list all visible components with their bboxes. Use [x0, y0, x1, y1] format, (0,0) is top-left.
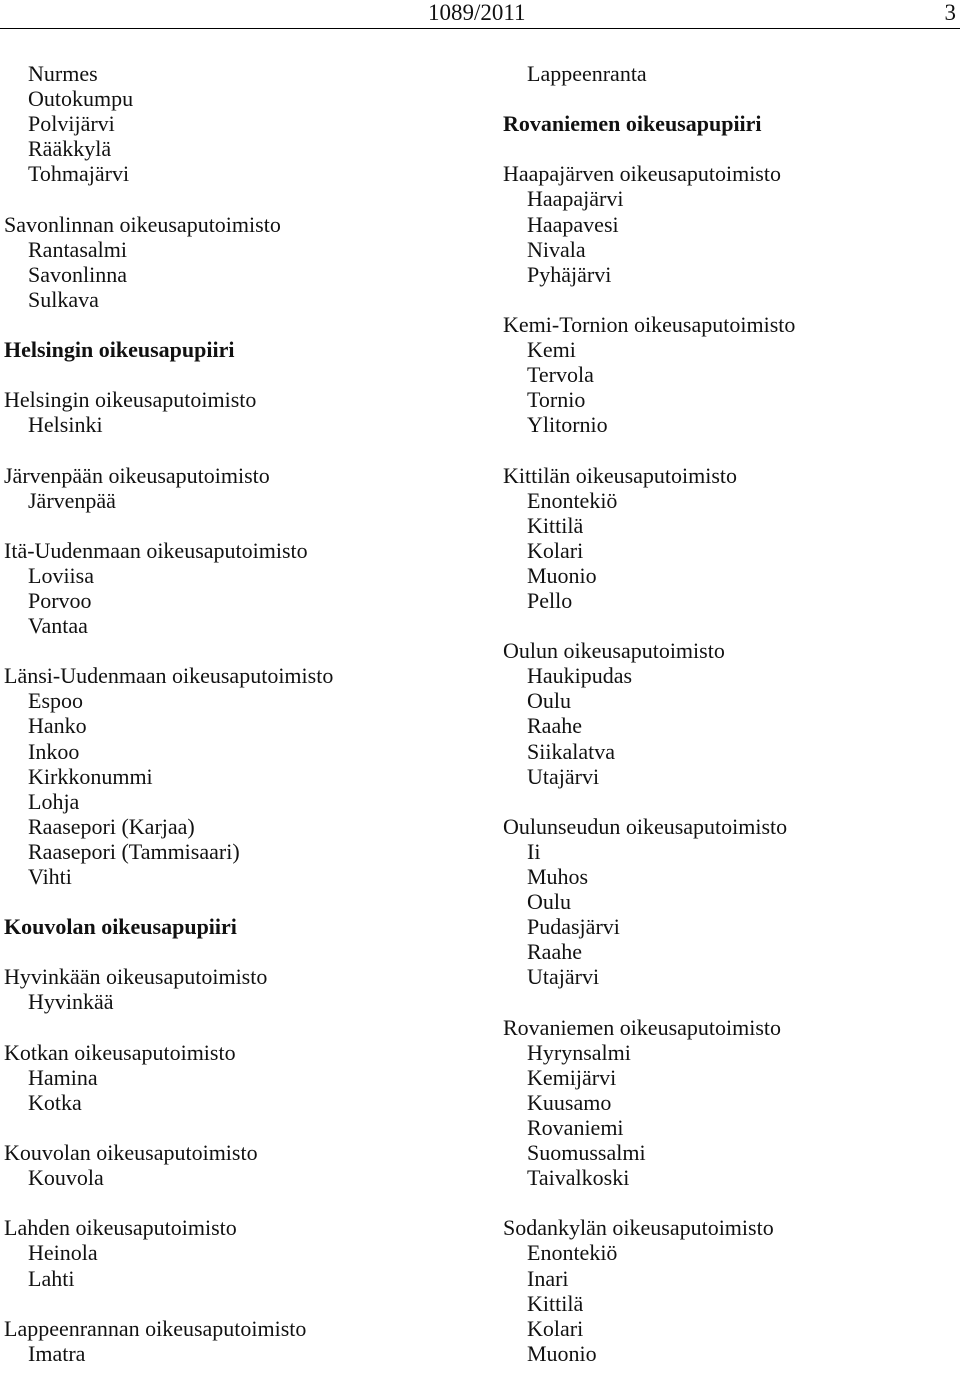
place-name: Oulu	[527, 688, 571, 714]
place-name: Hamina	[28, 1064, 98, 1090]
place-name: Kittilä	[527, 512, 584, 538]
office-heading: Savonlinnan oikeusaputoimisto	[4, 211, 281, 237]
place-name: Hanko	[28, 713, 87, 739]
place-name: Haukipudas	[527, 663, 633, 689]
place-name: Loviisa	[28, 562, 94, 588]
place-name: Lohja	[28, 788, 80, 814]
place-name: Enontekiö	[527, 1240, 618, 1266]
office-heading: Helsingin oikeusaputoimisto	[4, 387, 257, 413]
place-name: Sulkava	[28, 286, 99, 312]
place-name: Kemi	[527, 337, 576, 363]
place-name: Muonio	[527, 562, 597, 588]
place-name: Tervola	[527, 362, 594, 388]
place-name: Nurmes	[28, 61, 98, 86]
place-name: Utajärvi	[527, 763, 600, 789]
place-name: Oulu	[527, 889, 571, 915]
place-name: Inkoo	[28, 738, 80, 764]
office-heading: Kemi-Tornion oikeusaputoimisto	[503, 311, 796, 337]
office-heading: Rovaniemen oikeusaputoimisto	[503, 1014, 782, 1040]
place-name: Vihti	[28, 864, 72, 889]
place-name: Taivalkoski	[527, 1165, 630, 1191]
place-name: Järvenpää	[28, 487, 116, 513]
place-name: Haapavesi	[527, 211, 619, 237]
place-name: Muonio	[527, 1340, 597, 1366]
office-heading: Lahden oikeusaputoimisto	[4, 1215, 237, 1241]
place-name: Utajärvi	[527, 964, 600, 990]
place-name: Inari	[527, 1265, 569, 1291]
place-name: Hyrynsalmi	[527, 1039, 631, 1065]
place-name: Raahe	[527, 939, 582, 965]
office-heading: Kouvolan oikeusaputoimisto	[4, 1140, 258, 1166]
place-name: Kemijärvi	[527, 1064, 617, 1090]
office-heading: Itä-Uudenmaan oikeusaputoimisto	[4, 537, 308, 563]
place-name: Helsinki	[28, 412, 103, 438]
place-name: Kotka	[28, 1089, 82, 1115]
district-heading: Helsingin oikeusapupiiri	[4, 337, 235, 363]
office-heading: Haapajärven oikeusaputoimisto	[503, 161, 781, 187]
place-name: Espoo	[28, 688, 83, 714]
page-header	[0, 0, 960, 29]
place-name: Kolari	[527, 537, 584, 563]
place-name: Polvijärvi	[28, 111, 115, 137]
place-name: Enontekiö	[527, 487, 618, 513]
place-name: Tornio	[527, 387, 586, 413]
office-heading: Oulun oikeusaputoimisto	[503, 638, 725, 664]
place-name: Kuusamo	[527, 1089, 612, 1115]
place-name: Outokumpu	[28, 86, 134, 112]
left-column	[4, 61, 333, 1366]
place-name: Savonlinna	[28, 261, 127, 287]
place-name: Pudasjärvi	[527, 914, 620, 940]
place-name: Rääkkylä	[28, 136, 112, 162]
place-name: Hyvinkää	[28, 989, 114, 1015]
place-name: Rovaniemi	[527, 1114, 624, 1140]
place-name: Raasepori (Karjaa)	[28, 813, 195, 839]
office-heading: Kittilän oikeusaputoimisto	[503, 462, 738, 488]
place-name: Porvoo	[28, 587, 92, 613]
office-heading: Oulunseudun oikeusaputoimisto	[503, 813, 788, 839]
place-name: Raahe	[527, 713, 582, 739]
place-name: Lahti	[28, 1265, 75, 1291]
place-name: Lappeenranta	[527, 61, 647, 86]
place-name: Muhos	[527, 864, 589, 889]
place-name: Imatra	[28, 1340, 86, 1366]
right-column	[503, 61, 795, 1366]
page-number: 3	[944, 0, 956, 25]
place-name: Pyhäjärvi	[527, 261, 612, 287]
place-name: Kittilä	[527, 1290, 584, 1316]
place-name: Kouvola	[28, 1165, 104, 1191]
place-name: Ylitornio	[527, 412, 608, 438]
place-name: Haapajärvi	[527, 186, 624, 212]
office-heading: Hyvinkään oikeusaputoimisto	[4, 964, 268, 990]
place-name: Nivala	[527, 236, 586, 262]
place-name: Kolari	[527, 1315, 584, 1341]
district-heading: Rovaniemen oikeusapupiiri	[503, 111, 762, 137]
place-name: Siikalatva	[527, 738, 615, 764]
office-heading: Kotkan oikeusaputoimisto	[4, 1039, 236, 1065]
place-name: Heinola	[28, 1240, 98, 1266]
office-heading: Sodankylän oikeusaputoimisto	[503, 1215, 774, 1241]
office-heading: Länsi-Uudenmaan oikeusaputoimisto	[4, 663, 334, 689]
place-name: Ii	[527, 838, 541, 864]
place-name: Vantaa	[28, 613, 88, 639]
place-name: Rantasalmi	[28, 236, 127, 262]
office-heading: Järvenpään oikeusaputoimisto	[4, 462, 270, 488]
place-name: Pello	[527, 587, 573, 613]
place-name: Suomussalmi	[527, 1140, 646, 1166]
place-name: Tohmajärvi	[28, 161, 130, 187]
document-number: 1089/2011	[428, 0, 526, 25]
place-name: Kirkkonummi	[28, 763, 153, 789]
office-heading: Lappeenrannan oikeusaputoimisto	[4, 1315, 307, 1341]
district-heading: Kouvolan oikeusapupiiri	[4, 914, 237, 940]
place-name: Raasepori (Tammisaari)	[28, 838, 240, 864]
